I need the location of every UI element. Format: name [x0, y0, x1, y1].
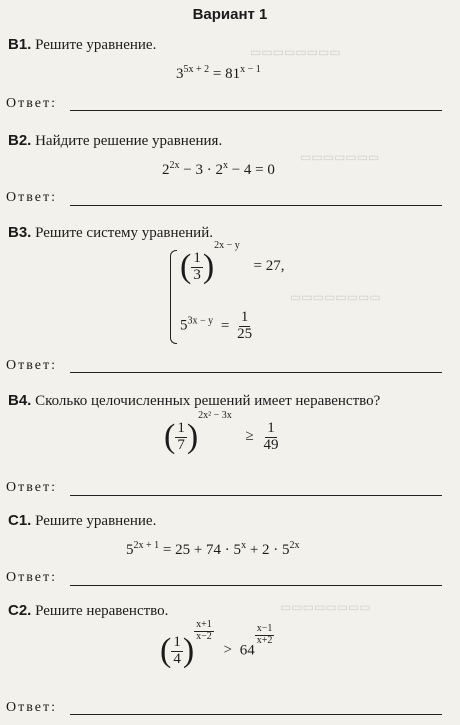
fraction [171, 635, 183, 668]
bleed-through-mark: ▭▭▭▭▭▭▭ [300, 150, 380, 164]
inequality-c2 [160, 619, 274, 669]
eq-term: + 2 · 5 [246, 542, 290, 558]
page-title: Вариант 1 [192, 6, 268, 23]
relation-sign: ≥ [245, 428, 254, 445]
answer-label: Ответ: [6, 96, 57, 111]
relation-sign: > [223, 642, 233, 659]
bleed-through-mark: ▭▭▭▭▭▭▭▭ [280, 600, 371, 614]
system-brace [170, 250, 177, 344]
eq-exponent: x − 1 [240, 64, 261, 75]
denominator: 4 [173, 650, 181, 667]
paren: ) [186, 418, 199, 455]
exponent-fraction [194, 620, 214, 642]
paren: ) [182, 632, 195, 669]
numerator: 1 [193, 249, 201, 266]
answer-label: Ответ: [6, 190, 57, 205]
eq-exponent: x [241, 540, 247, 551]
task-text: Решите уравнение. [35, 37, 157, 53]
paren: ) [202, 248, 215, 285]
denominator: x−2 [196, 630, 212, 642]
answer-line[interactable] [70, 372, 442, 373]
eq-exponent: 2x² − 3x [198, 410, 232, 422]
bleed-through-mark: ▭▭▭▭▭▭▭▭ [250, 45, 341, 59]
eq-rhs: = 27, [253, 258, 285, 275]
answer-label: Ответ: [6, 700, 57, 715]
denominator: 49 [263, 436, 279, 453]
eq-exponent: 5x + 2 [183, 64, 210, 75]
system-row-2 [180, 310, 252, 343]
task-text: Решите уравнение. [35, 513, 157, 529]
paren: ( [180, 248, 192, 285]
numerator: 1 [177, 419, 185, 436]
numerator: x+1 [196, 619, 212, 630]
eq-exponent: x [222, 160, 228, 171]
fraction [175, 421, 187, 454]
eq-exponent: 2x − y [214, 240, 240, 252]
numerator: 1 [173, 633, 181, 650]
answer-line[interactable] [70, 205, 442, 206]
task-number: B4. [8, 392, 32, 409]
eq-term: 2 [162, 162, 170, 178]
task-number: B3. [8, 224, 32, 241]
eq-term: − 3 · 2 [179, 162, 223, 178]
answer-label: Ответ: [6, 358, 57, 373]
task-text: Решите систему уравнений. [35, 225, 213, 241]
eq-term: − 4 = 0 [227, 162, 275, 178]
numerator: 1 [240, 309, 249, 325]
denominator: x+2 [256, 634, 273, 646]
task-text: Найдите решение уравнения. [35, 133, 223, 149]
numerator: 1 [267, 419, 275, 436]
eq-term: 5 [126, 542, 134, 558]
eq-base: 5 [180, 317, 188, 334]
denominator: 7 [177, 436, 185, 453]
eq-base: 3 [176, 66, 184, 82]
eq-sign: = [220, 317, 230, 334]
fraction [237, 310, 252, 343]
equation-c1 [126, 540, 300, 559]
equation-b1 [176, 64, 261, 83]
eq-rhs: = 81 [209, 66, 241, 82]
inequality-b4 [164, 410, 279, 455]
task-b3 [8, 224, 213, 242]
fraction [264, 421, 279, 454]
answer-line[interactable] [70, 714, 442, 715]
answer-line[interactable] [70, 110, 442, 111]
task-c1 [8, 512, 156, 530]
task-number: B1. [8, 36, 32, 53]
bleed-through-mark: ▭▭▭▭▭▭▭▭ [290, 290, 381, 304]
task-number: C1. [8, 512, 32, 529]
exponent-fraction [255, 624, 275, 646]
equation-b2 [162, 160, 275, 179]
answer-label: Ответ: [6, 480, 57, 495]
paren: ( [160, 632, 172, 669]
eq-base: 64 [239, 642, 255, 659]
denominator: 3 [193, 266, 201, 283]
eq-exponent: 2x + 1 [133, 540, 160, 551]
task-text: Сколько целочисленных решений имеет неравенство? [35, 393, 381, 409]
task-c2 [8, 602, 168, 620]
eq-exponent: 3x − y [187, 315, 214, 327]
task-text: Решите неравенство. [35, 603, 169, 619]
task-b4 [8, 392, 380, 410]
denominator: 25 [237, 325, 253, 342]
system-row-1 [180, 240, 285, 285]
eq-term: = 25 + 74 · 5 [159, 542, 242, 558]
task-b2 [8, 132, 222, 150]
answer-line[interactable] [70, 585, 442, 586]
task-number: C2. [8, 602, 32, 619]
task-b1 [8, 36, 156, 54]
eq-exponent: 2x [289, 540, 300, 551]
answer-line[interactable] [70, 495, 442, 496]
fraction [191, 251, 203, 284]
task-number: B2. [8, 132, 32, 149]
eq-exponent: 2x [169, 160, 180, 171]
answer-label: Ответ: [6, 570, 57, 585]
numerator: x−1 [256, 623, 273, 634]
paren: ( [164, 418, 176, 455]
